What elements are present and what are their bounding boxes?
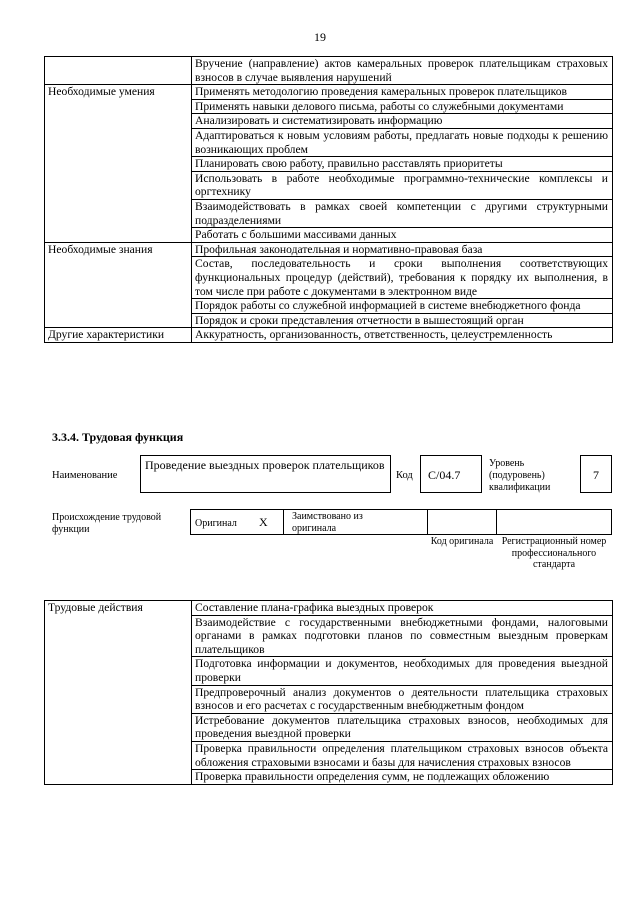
table-cell: Адаптироваться к новым условиям работы, предлагать новые подходы к решению возникающих проблем	[192, 128, 613, 156]
table-cell: Взаимодействие с государственными внебюджетными фондами, налоговыми органами в рамках подготовки планов по совместным выездным проверкам плательщиков	[192, 615, 613, 657]
table-cell: Предпроверочный анализ документов о деятельности плательщика страховых взносов и его расчетах с государственным внебюджетным фондом	[192, 685, 613, 713]
borrowed-label: Заимствовано из оригинала	[292, 511, 363, 534]
function-name: Проведение выездных проверок плательщиков	[140, 455, 391, 493]
table-row	[45, 601, 613, 616]
table-cell: Работать с большими массивами данных	[192, 228, 613, 243]
table-cell: Использовать в работе необходимые программно-технические комплексы и оргтехнику	[192, 171, 613, 199]
reg-number-caption: Регистрационный номер профессионального стандарта	[501, 536, 607, 570]
labor-actions-table	[44, 600, 613, 785]
table-cell: Аккуратность, организованность, ответственность, целеустремленность	[192, 328, 613, 343]
page-number: 19	[314, 30, 326, 44]
table-cell: Профильная законодательная и нормативно-правовая база	[192, 242, 613, 257]
table-cell: Проверка правильности определения плательщиком страховых взносов объекта обложения страховыми взносами и базы для начисления страховых взносов	[192, 741, 613, 769]
level-label: Уровень (подуровень) квалификации	[489, 458, 551, 493]
level-value: 7	[580, 455, 612, 493]
row-label-actions: Трудовые действия	[45, 601, 192, 785]
table-cell: Порядок работы со служебной информацией в системе внебюджетного фонда	[192, 299, 613, 314]
table-cell: Составление плана-графика выездных проверок	[192, 601, 613, 616]
table-cell: Планировать свою работу, правильно расставлять приоритеты	[192, 157, 613, 172]
table-row	[45, 242, 613, 257]
table-cell: Состав, последовательность и сроки выполнения соответствующих функциональных процедур (действий), требования к порядку их выполнения, в том числе при работе с документами в электронном виде	[192, 257, 613, 299]
table-cell: Вручение (направление) актов камеральных проверок плательщикам страховых взносов в случае выявления нарушений	[192, 57, 613, 85]
table-cell: Применять навыки делового письма, работы со служебными документами	[192, 99, 613, 114]
table-cell: Подготовка информации и документов, необходимых для проведения выездной проверки	[192, 657, 613, 685]
borrowed-cell	[283, 509, 428, 535]
origin-label: Происхождение трудовой функции	[52, 512, 162, 535]
table-row	[45, 328, 613, 343]
table-cell: Взаимодействовать в рамках своей компетенции с другими структурными подразделениями	[192, 199, 613, 227]
table-cell: Истребование документов плательщика страховых взносов, необходимых для проведения выездной проверки	[192, 713, 613, 741]
reg-number-cell	[496, 509, 612, 535]
function-code: С/04.7	[420, 455, 482, 493]
table-row	[45, 57, 613, 85]
code-original-caption: Код оригинала	[430, 536, 494, 547]
table-cell: Анализировать и систематизировать информацию	[192, 114, 613, 129]
table-cell: Порядок и сроки представления отчетности в вышестоящий орган	[192, 313, 613, 328]
table-row	[45, 85, 613, 100]
original-mark: X	[259, 515, 268, 529]
original-label: Оригинал	[195, 518, 237, 529]
section-title: 3.3.4. Трудовая функция	[52, 430, 184, 444]
code-label: Код	[396, 470, 413, 481]
row-label-knowledge: Необходимые знания	[45, 242, 192, 328]
table-cell: Применять методологию проведения камеральных проверок плательщиков	[192, 85, 613, 100]
row-label-other: Другие характеристики	[45, 328, 192, 343]
requirements-table	[44, 56, 613, 343]
row-label-skills: Необходимые умения	[45, 85, 192, 243]
row-label	[45, 57, 192, 85]
code-original-cell	[427, 509, 497, 535]
table-cell: Проверка правильности определения сумм, не подлежащих обложению	[192, 770, 613, 785]
original-cell	[190, 509, 284, 535]
name-label: Наименование	[52, 470, 118, 481]
